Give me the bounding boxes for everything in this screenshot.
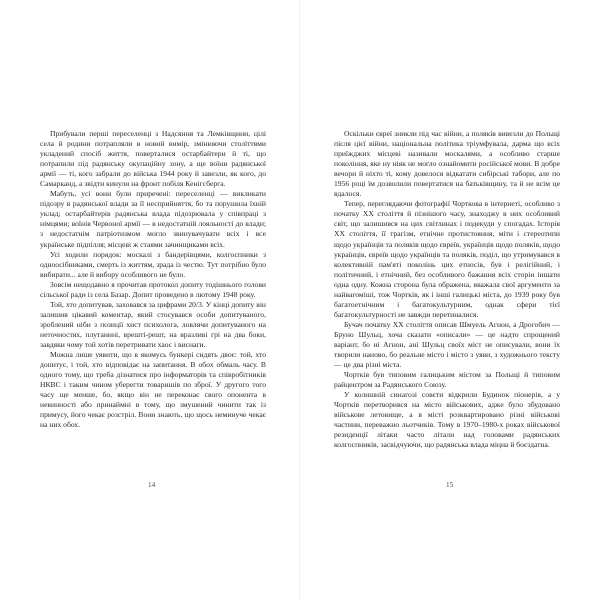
page-number-right: 15 [446,481,454,489]
paragraph: Чортків був типовим галицьким містом за Польщі й типовим райцентром за Радянського Союзу. [334,370,560,390]
left-page-text [40,129,266,430]
right-page-text [334,129,560,451]
paragraph: Зовсім нещодавно я прочитав протокол допиту тодішнього голови сільської ради із села Базар. Допит проведено в лютому 1948 року. [40,279,266,299]
paragraph: Бучач початку XX століття описав Шмуель Агнон, а Дрогобич — Бруно Шульц, хоча сказати «описали» — це надто спрощений варіант, бо ні Агнон, ані Шульц своїх міст не описували, вони їх творили наново, бо реальне місто і місто з уяви, з художнього тексту — це два різні міста. [334,319,560,370]
paragraph: Можна лише уявити, що в якомусь бункері сидять двоє: той, хто допитує, і той, хто відповідає на запитання. В обох обмаль часу. В одного тому, що треба дізнатися про інформаторів та співробітників НКВС і таким чином уберегти товаришів по зброї. У другого того часу ще менше, бо, якщо він не переконає свого опонента в невинності або принаймні в тому, що змушений чинити так із примусу, його чекає розстріл. Вони знають, що щось неминуче чекає на них обох. [40,350,266,430]
right-page [300,0,600,600]
paragraph: Оскільки євреї зникли під час війни, а поляків вивезли до Польщі після цієї війни, національна політика тріумфувала, дарма що всіх приїжджих місцеві називали москалями, а особливо старше покоління, яке ну ніяк не могло ознайомити російської мови. В добре вечори й ніхто ті, кому довелося відкатати сибірські табори, але по 1956 році їм дозволили повертатися на батьківщину, та й не всім це вдалося. [334,129,560,199]
page-number-left: 14 [148,481,156,489]
paragraph: Усі ходили порядок: москалі з бандерівцями, колгоспники з одноосібниками, смерть із життям, зрада із честю. Тут потрібно було вибирати... але й вибору особливого не було. [40,249,266,279]
paragraph: Прибували перші переселенці з Надсяння та Лемківщини, цілі села й родини потрапляли в новий вимір, змінюючи століттями укладений спосіб життя, поверталися остарбайтери й ті, що потрапили під радянську окупаційну зону, а ще воїни радянської армії — ті, кого забрали до війська 1944 року й завезли, як кого, до Самарканд, а звідти кинули на фронт побіля Кенігсберга. [40,129,266,189]
paragraph: Тепер, переглядаючи фотографії Чорткова в інтернеті, особливо з початку XX століття й пізнішого часу, знаходжу в них особливий світ, що залишився на цих світлинах і подекуди у спогадах. Історія XX століття, її трагізм, етнічне протистояння, міти і стереотипи щодо українців та поляків щодо євреїв, українців щодо поляків, щодо українців, євреїв щодо українців та поляків, поділ, що утримувався в колективній пам'яті поколінь цих етносів, був і релігійний, і політичний, і етнічний, без особливого бажання всіх сторін іншати одна одну. Кожна сторона була ображена, вважала свої аргументи за найвагоміші, тож Чортків, як і інші галицькі міста, до 1939 року був багатоетнічним і багатокультурним, однак сфери тієї багатокультурності не завжди перетиналися. [334,199,560,319]
paragraph: У колишній синагозі совєти відкрили Будинок піонерів, а у Чортків перетворився на місто військових, адже було збудовано військове летовище, а в місті розквартировано різні військові частини, переважно льотчиків. Тому в 1970–1980-х роках військової резиденції літаки часто літали над головами радянських колгоспників, засвідчуючи, що радянська влада міцна й боєздатна. [334,390,560,450]
paragraph: Мабуть, усі вони були приречені: переселенці — викликати підозру в радянської влади за її несприйняття, бо та порушила їхній уклад; остарбайтерів радянська влада підозрювала у співпраці з німцями; воїнів Червоної армії — в недостатній лояльності до влади; з недостатнім патріотизмом могло звинувачувати всіх і все українське підпілля; місцеві ж стаями зачинщиками всіх. [40,189,266,249]
paragraph: Той, хто допитував, заховався за цифрами 20/3. У кінці допиту він залишив цікавий коментар, який стосувався особи допитуваного, зроблений ніби з позиції хист психолога, ловлячи допитуваного на неточностях, плутанині, врешті-решт, на вразливі грі на два боки, завдяки чому той хотів перетривати хаос і виснаги. [40,299,266,349]
